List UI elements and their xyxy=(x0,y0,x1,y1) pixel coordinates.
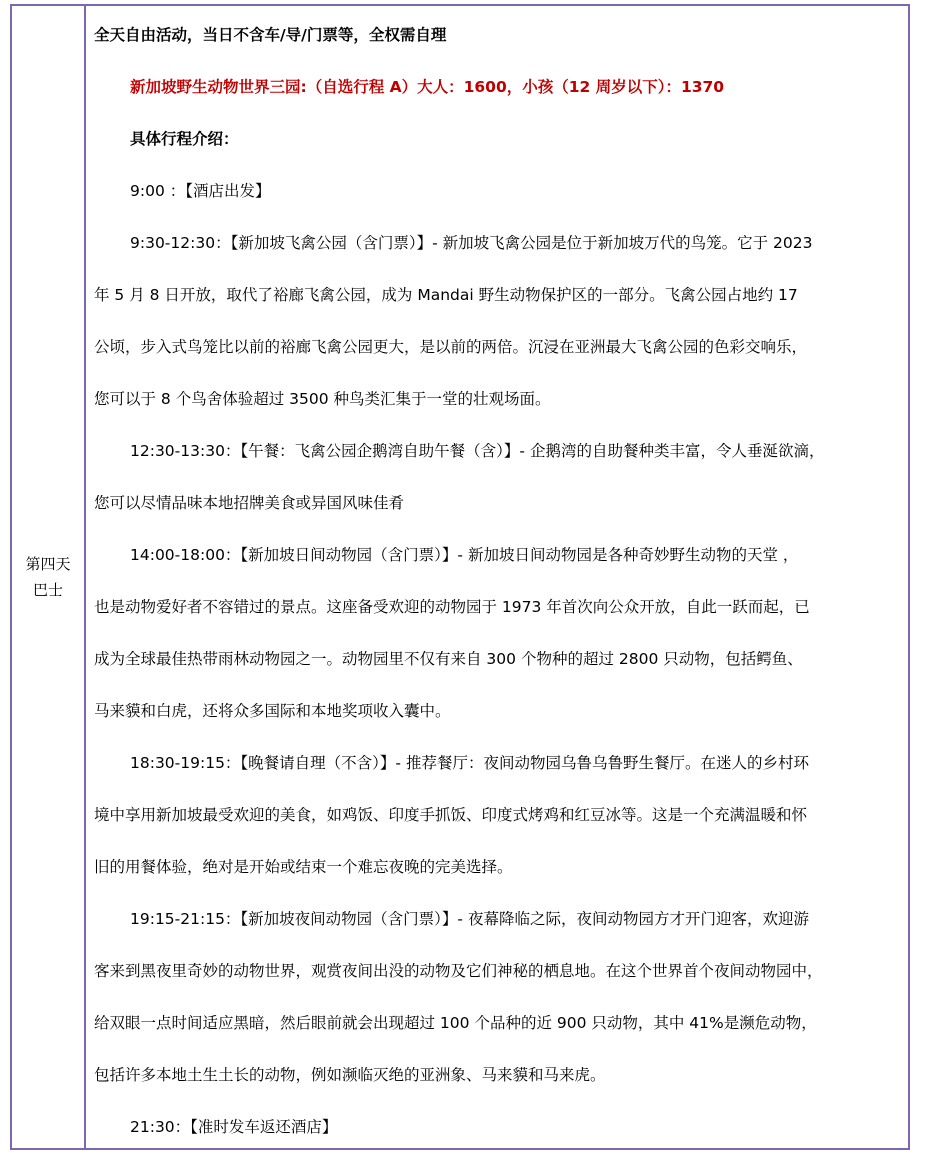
day-label: 第四天 xyxy=(25,555,71,573)
night-safari-line-3: 给双眼一点时间适应黑暗，然后眼前就会出现超过 100 个品种的近 900 只动物，其中 41%是濒危动物， xyxy=(94,1014,817,1032)
lunch-line-2: 您可以尽情品味本地招牌美食或异国风味佳肴 xyxy=(94,494,405,512)
bird-paradise-line-4: 您可以于 8 个鸟舍体验超过 3500 种鸟类汇集于一堂的壮观场面。 xyxy=(94,390,551,408)
itinerary-table xyxy=(10,4,910,1150)
column-divider xyxy=(84,6,86,1148)
night-safari-line-1: 19:15-21:15：【新加坡夜间动物园（含门票）】- 夜幕降临之际，夜间动物园方才开门迎客，欢迎游 xyxy=(130,910,809,928)
night-safari-line-4: 包括许多本地土生土长的动物，例如濒临灭绝的亚洲象、马来貘和马来虎。 xyxy=(94,1066,606,1084)
bird-paradise-line-3: 公顷，步入式鸟笼比以前的裕廊飞禽公园更大，是以前的两倍。沉浸在亚洲最大飞禽公园的色彩交响乐， xyxy=(94,338,808,356)
bird-paradise-line-1: 9:30-12:30：【新加坡飞禽公园（含门票）】- 新加坡飞禽公园是位于新加坡万代的鸟笼。它于 2023 xyxy=(130,234,813,252)
zoo-line-4: 马来貘和白虎，还将众多国际和本地奖项收入囊中。 xyxy=(94,702,451,720)
free-activity-notice: 全天自由活动，当日不含车/导/门票等，全权需自理 xyxy=(94,26,447,44)
zoo-line-2: 也是动物爱好者不容错过的景点。这座备受欢迎的动物园于 1973 年首次向公众开放，自此一跃而起，已 xyxy=(94,598,810,616)
lunch-line-1: 12:30-13:30：【午餐：飞禽公园企鹅湾自助午餐（含）】- 企鹅湾的自助餐种类丰富，令人垂涎欲滴， xyxy=(130,442,825,460)
return-to-hotel: 21:30：【准时发车返还酒店】 xyxy=(130,1118,338,1136)
dinner-line-2: 境中享用新加坡最受欢迎的美食，如鸡饭、印度手抓饭、印度式烤鸡和红豆冰等。这是一个充满温暖和怀 xyxy=(94,806,808,824)
hotel-departure: 9:00 ：【酒店出发】 xyxy=(130,182,271,200)
night-safari-line-2: 客来到黑夜里奇妙的动物世界，观赏夜间出没的动物及它们神秘的栖息地。在这个世界首个夜间动物园中， xyxy=(94,962,823,980)
transport-label: 巴士 xyxy=(32,581,63,599)
zoo-line-1: 14:00-18:00：【新加坡日间动物园（含门票）】- 新加坡日间动物园是各种奇妙野生动物的天堂 ， xyxy=(130,546,799,564)
zoo-line-3: 成为全球最佳热带雨林动物园之一。动物园里不仅有来自 300 个物种的超过 2800 只动物，包括鳄鱼、 xyxy=(94,650,803,668)
day-cell xyxy=(12,6,84,1148)
bird-paradise-line-2: 年 5 月 8 日开放，取代了裕廊飞禽公园，成为 Mandai 野生动物保护区的一部分。飞禽公园占地约 17 xyxy=(94,286,798,304)
dinner-line-1: 18:30-19:15：【晚餐请自理（不含）】- 推荐餐厅：夜间动物园乌鲁乌鲁野生餐厅。在迷人的乡村环 xyxy=(130,754,809,772)
dinner-line-3: 旧的用餐体验，绝对是开始或结束一个难忘夜晚的完美选择。 xyxy=(94,858,513,876)
intro-title: 具体行程介绍： xyxy=(130,130,239,148)
optional-tour-price: 新加坡野生动物世界三园:（自选行程 A）大人：1600，小孩（12 周岁以下）：1370 xyxy=(130,78,725,96)
